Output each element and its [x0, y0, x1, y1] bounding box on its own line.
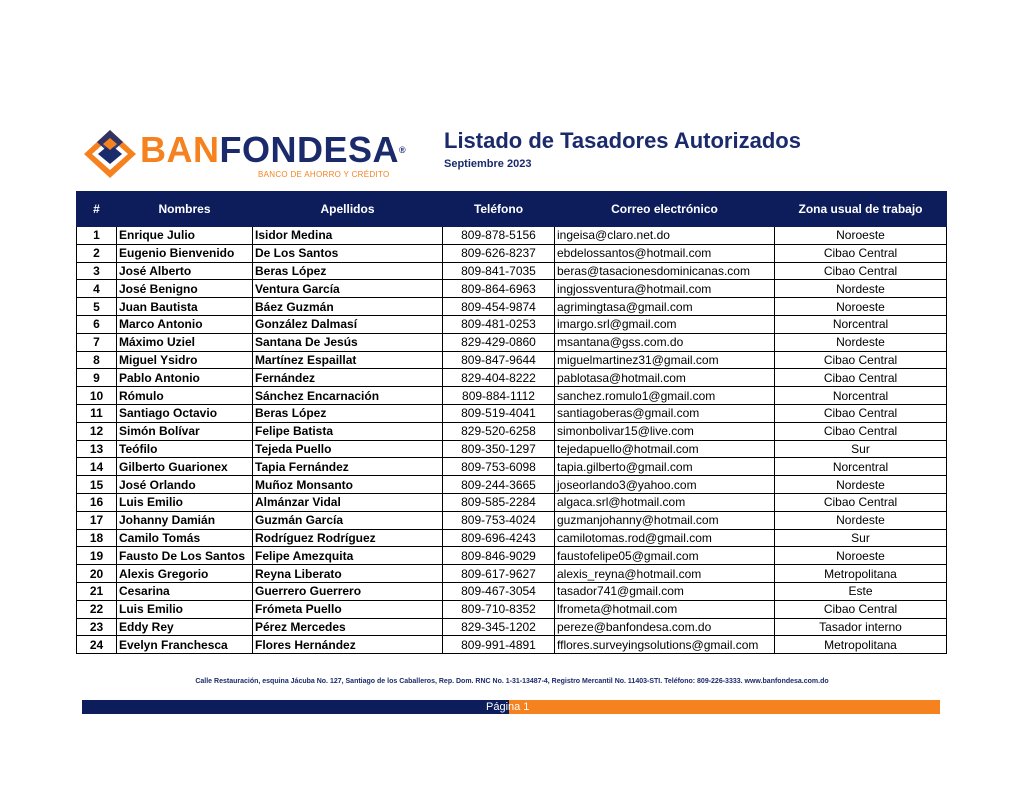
cell-apellidos: De Los Santos [253, 244, 443, 262]
cell-telefono: 809-847-9644 [443, 351, 555, 369]
cell-apellidos: Pérez Mercedes [253, 618, 443, 636]
cell-correo: imargo.srl@gmail.com [555, 315, 775, 333]
cell-zona: Cibao Central [775, 600, 947, 618]
cell-nombres: Marco Antonio [117, 315, 253, 333]
cell-telefono: 809-454-9874 [443, 298, 555, 316]
table-row [77, 618, 947, 636]
table-row [77, 636, 947, 654]
table-row [77, 600, 947, 618]
cell-nombres: Eddy Rey [117, 618, 253, 636]
cell-number: 11 [77, 404, 117, 422]
column-header-correo: Correo electrónico [555, 192, 775, 227]
cell-number: 23 [77, 618, 117, 636]
table-row [77, 493, 947, 511]
cell-correo: guzmanjohanny@hotmail.com [555, 511, 775, 529]
cell-number: 22 [77, 600, 117, 618]
table-header-row [77, 192, 947, 227]
cell-correo: tapia.gilberto@gmail.com [555, 458, 775, 476]
cell-correo: joseorlando3@yahoo.com [555, 476, 775, 494]
cell-apellidos: Sánchez Encarnación [253, 387, 443, 405]
cell-zona: Cibao Central [775, 369, 947, 387]
cell-nombres: Luis Emilio [117, 600, 253, 618]
cell-apellidos: Tejeda Puello [253, 440, 443, 458]
cell-correo: tejedapuello@hotmail.com [555, 440, 775, 458]
cell-zona: Norcentral [775, 315, 947, 333]
cell-correo: algaca.srl@hotmail.com [555, 493, 775, 511]
table-row [77, 440, 947, 458]
cell-zona: Nordeste [775, 280, 947, 298]
table-row [77, 387, 947, 405]
table-body [77, 227, 947, 654]
cell-correo: lfrometa@hotmail.com [555, 600, 775, 618]
cell-number: 12 [77, 422, 117, 440]
cell-telefono: 809-864-6963 [443, 280, 555, 298]
cell-zona: Este [775, 582, 947, 600]
table-row [77, 476, 947, 494]
logo-text-ban: BAN [140, 129, 220, 170]
cell-number: 16 [77, 493, 117, 511]
document-title: Listado de Tasadores Autorizados [444, 128, 801, 153]
cell-telefono: 809-519-4041 [443, 404, 555, 422]
cell-correo: santiagoberas@gmail.com [555, 404, 775, 422]
cell-zona: Cibao Central [775, 493, 947, 511]
cell-zona: Noroeste [775, 227, 947, 245]
cell-correo: faustofelipe05@gmail.com [555, 547, 775, 565]
table-row [77, 244, 947, 262]
cell-telefono: 809-585-2284 [443, 493, 555, 511]
cell-nombres: Santiago Octavio [117, 404, 253, 422]
cell-telefono: 809-626-8237 [443, 244, 555, 262]
cell-apellidos: Santana De Jesús [253, 333, 443, 351]
logo-text-fondesa: FONDESA [219, 129, 400, 170]
cell-number: 15 [77, 476, 117, 494]
cell-nombres: Luis Emilio [117, 493, 253, 511]
cell-telefono: 809-244-3665 [443, 476, 555, 494]
cell-correo: agrimingtasa@gmail.com [555, 298, 775, 316]
cell-nombres: Camilo Tomás [117, 529, 253, 547]
logo-registered-mark: ® [399, 145, 407, 155]
logo-diamond-icon [82, 128, 138, 180]
table-row [77, 565, 947, 583]
cell-number: 18 [77, 529, 117, 547]
cell-zona: Metropolitana [775, 636, 947, 654]
cell-telefono: 809-481-0253 [443, 315, 555, 333]
cell-apellidos: Guerrero Guerrero [253, 582, 443, 600]
cell-nombres: Evelyn Franchesca [117, 636, 253, 654]
cell-nombres: Juan Bautista [117, 298, 253, 316]
cell-apellidos: González Dalmasí [253, 315, 443, 333]
cell-number: 14 [77, 458, 117, 476]
cell-zona: Cibao Central [775, 262, 947, 280]
footer-bar-navy [82, 700, 509, 714]
cell-number: 2 [77, 244, 117, 262]
cell-apellidos: Muñoz Monsanto [253, 476, 443, 494]
cell-telefono: 829-429-0860 [443, 333, 555, 351]
cell-number: 17 [77, 511, 117, 529]
cell-number: 21 [77, 582, 117, 600]
cell-correo: ingjossventura@hotmail.com [555, 280, 775, 298]
cell-telefono: 809-878-5156 [443, 227, 555, 245]
cell-nombres: Enrique Julio [117, 227, 253, 245]
cell-telefono: 809-753-4024 [443, 511, 555, 529]
cell-apellidos: Guzmán García [253, 511, 443, 529]
cell-telefono: 809-753-6098 [443, 458, 555, 476]
cell-number: 1 [77, 227, 117, 245]
cell-number: 13 [77, 440, 117, 458]
cell-number: 7 [77, 333, 117, 351]
table-row [77, 280, 947, 298]
cell-number: 3 [77, 262, 117, 280]
cell-telefono: 809-846-9029 [443, 547, 555, 565]
cell-telefono: 829-345-1202 [443, 618, 555, 636]
table-row [77, 333, 947, 351]
cell-zona: Cibao Central [775, 351, 947, 369]
cell-zona: Noroeste [775, 298, 947, 316]
cell-correo: ingeisa@claro.net.do [555, 227, 775, 245]
cell-telefono: 809-841-7035 [443, 262, 555, 280]
table-row [77, 298, 947, 316]
table-row [77, 529, 947, 547]
cell-number: 6 [77, 315, 117, 333]
cell-telefono: 809-617-9627 [443, 565, 555, 583]
footer-address: Calle Restauración, esquina Jácuba No. 127, Santiago de los Caballeros, Rep. Dom. RNC No. 1-31-13487-4, Registro Mercantil No. 11403-STI. Teléfono: 809-226-3333. www.banfondesa.com.do [195, 678, 829, 685]
cell-telefono: 809-710-8352 [443, 600, 555, 618]
cell-number: 19 [77, 547, 117, 565]
cell-telefono: 809-696-4243 [443, 529, 555, 547]
cell-nombres: Miguel Ysidro [117, 351, 253, 369]
cell-zona: Norcentral [775, 387, 947, 405]
cell-telefono: 829-404-8222 [443, 369, 555, 387]
column-header-apellidos: Apellidos [253, 192, 443, 227]
cell-apellidos: Fernández [253, 369, 443, 387]
cell-apellidos: Beras López [253, 262, 443, 280]
table-row [77, 404, 947, 422]
cell-nombres: Alexis Gregorio [117, 565, 253, 583]
cell-apellidos: Flores Hernández [253, 636, 443, 654]
cell-correo: sanchez.romulo1@gmail.com [555, 387, 775, 405]
cell-nombres: Johanny Damián [117, 511, 253, 529]
page-number: Página 1 [486, 701, 530, 713]
cell-zona: Cibao Central [775, 244, 947, 262]
cell-apellidos: Reyna Liberato [253, 565, 443, 583]
column-header-number: # [77, 192, 117, 227]
cell-nombres: Teófilo [117, 440, 253, 458]
cell-apellidos: Báez Guzmán [253, 298, 443, 316]
cell-nombres: Máximo Uziel [117, 333, 253, 351]
cell-number: 4 [77, 280, 117, 298]
logo-wordmark [140, 130, 406, 170]
cell-nombres: José Benigno [117, 280, 253, 298]
table-row [77, 315, 947, 333]
document-date: Septiembre 2023 [444, 158, 532, 170]
cell-number: 5 [77, 298, 117, 316]
table-row [77, 547, 947, 565]
table-row [77, 227, 947, 245]
cell-zona: Cibao Central [775, 404, 947, 422]
cell-zona: Nordeste [775, 476, 947, 494]
cell-apellidos: Felipe Batista [253, 422, 443, 440]
cell-correo: msantana@gss.com.do [555, 333, 775, 351]
table-row [77, 422, 947, 440]
cell-zona: Sur [775, 529, 947, 547]
cell-zona: Nordeste [775, 511, 947, 529]
cell-correo: camilotomas.rod@gmail.com [555, 529, 775, 547]
cell-telefono: 809-884-1112 [443, 387, 555, 405]
cell-correo: simonbolivar15@live.com [555, 422, 775, 440]
banfondesa-logo [82, 128, 412, 184]
cell-nombres: Cesarina [117, 582, 253, 600]
cell-nombres: Simón Bolívar [117, 422, 253, 440]
table-row [77, 511, 947, 529]
cell-zona: Nordeste [775, 333, 947, 351]
cell-telefono: 809-467-3054 [443, 582, 555, 600]
cell-nombres: Rómulo [117, 387, 253, 405]
cell-apellidos: Felipe Amezquita [253, 547, 443, 565]
footer-bar-orange [509, 700, 940, 714]
cell-number: 9 [77, 369, 117, 387]
table-row [77, 262, 947, 280]
cell-correo: beras@tasacionesdominicanas.com [555, 262, 775, 280]
table-row [77, 369, 947, 387]
cell-correo: fflores.surveyingsolutions@gmail.com [555, 636, 775, 654]
cell-apellidos: Beras López [253, 404, 443, 422]
cell-zona: Sur [775, 440, 947, 458]
cell-number: 10 [77, 387, 117, 405]
cell-apellidos: Almánzar Vidal [253, 493, 443, 511]
cell-zona: Noroeste [775, 547, 947, 565]
cell-apellidos: Martínez Espaillat [253, 351, 443, 369]
cell-correo: ebdelossantos@hotmail.com [555, 244, 775, 262]
tasadores-table [76, 191, 947, 654]
cell-zona: Metropolitana [775, 565, 947, 583]
cell-correo: pereze@banfondesa.com.do [555, 618, 775, 636]
table-row [77, 582, 947, 600]
cell-apellidos: Tapia Fernández [253, 458, 443, 476]
cell-correo: miguelmartinez31@gmail.com [555, 351, 775, 369]
cell-number: 24 [77, 636, 117, 654]
cell-nombres: Eugenio Bienvenido [117, 244, 253, 262]
cell-telefono: 809-991-4891 [443, 636, 555, 654]
cell-nombres: Gilberto Guarionex [117, 458, 253, 476]
table-row [77, 351, 947, 369]
table-row [77, 458, 947, 476]
cell-telefono: 829-520-6258 [443, 422, 555, 440]
logo-subtitle: BANCO DE AHORRO Y CRÉDITO [258, 170, 390, 179]
cell-apellidos: Rodríguez Rodríguez [253, 529, 443, 547]
cell-zona: Cibao Central [775, 422, 947, 440]
cell-correo: alexis_reyna@hotmail.com [555, 565, 775, 583]
cell-correo: pablotasa@hotmail.com [555, 369, 775, 387]
cell-apellidos: Frómeta Puello [253, 600, 443, 618]
cell-nombres: Pablo Antonio [117, 369, 253, 387]
cell-number: 8 [77, 351, 117, 369]
cell-number: 20 [77, 565, 117, 583]
cell-telefono: 809-350-1297 [443, 440, 555, 458]
cell-nombres: Fausto De Los Santos [117, 547, 253, 565]
column-header-zona: Zona usual de trabajo [775, 192, 947, 227]
cell-apellidos: Ventura García [253, 280, 443, 298]
cell-zona: Norcentral [775, 458, 947, 476]
column-header-telefono: Teléfono [443, 192, 555, 227]
cell-nombres: José Orlando [117, 476, 253, 494]
cell-apellidos: Isidor Medina [253, 227, 443, 245]
cell-nombres: José Alberto [117, 262, 253, 280]
cell-correo: tasador741@gmail.com [555, 582, 775, 600]
cell-zona: Tasador interno [775, 618, 947, 636]
column-header-nombres: Nombres [117, 192, 253, 227]
